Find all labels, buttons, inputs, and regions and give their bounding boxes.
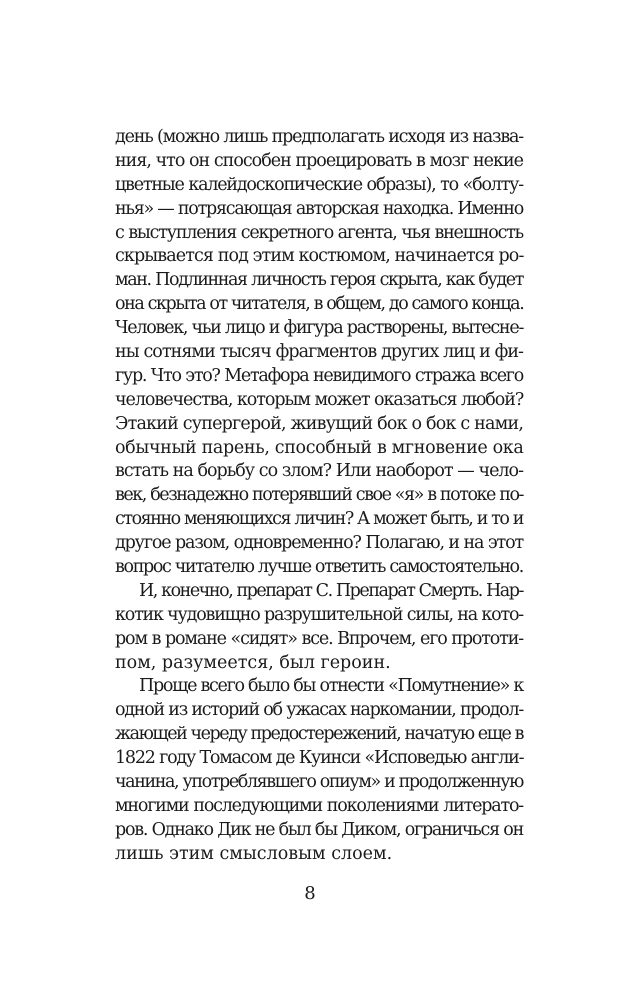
text-line: цветные калейдоскопические образы), то «болту- <box>115 174 523 195</box>
text-line: обычный парень, способный в мгновение ока <box>115 437 524 458</box>
text-line: Проще всего было бы отнести «Помутнение» к <box>139 676 523 697</box>
text-line: ров. Однако Дик не был бы Диком, ограничься он <box>115 819 523 840</box>
text-line: многими последующими поколениями литерато- <box>115 795 523 816</box>
text-line: одной из историй об ужасах наркомании, продол- <box>115 700 523 721</box>
text-line: стоянно меняющихся личин? А может быть, и то и <box>115 509 523 530</box>
page-number: 8 <box>304 883 316 904</box>
text-line: век, безнадежно потерявший свое «я» в потоке по- <box>115 485 523 506</box>
text-line: другое разом, одновременно? Полагаю, и на этот <box>115 533 523 554</box>
text-line: Человек, чьи лицо и фигура растворены, вытесне- <box>115 318 524 339</box>
text-line: встать на борьбу со злом? Или наоборот — чело- <box>115 461 523 482</box>
text-line: Этакий супергерой, живущий бок о бок с нами, <box>115 413 524 434</box>
paragraph-1 <box>115 126 523 580</box>
text-line: ром в романе «сидят» все. Впрочем, его прототи- <box>115 628 523 649</box>
text-line: гур. Что это? Метафора невидимого стража всего <box>115 365 523 386</box>
text-line: вопрос читателю лучше ответить самостоятельно. <box>115 557 523 578</box>
text-line: нья» — потрясающая авторская находка. Именно <box>115 198 523 219</box>
body-text <box>115 126 523 867</box>
text-line: ман. Подлинная личность героя скрыта, как будет <box>115 270 523 291</box>
text-line: она скрыта от читателя, в общем, до самого конца. <box>115 294 524 315</box>
paragraph-3 <box>115 675 523 866</box>
paragraph-2 <box>115 580 523 676</box>
text-line: 1822 году Томасом де Куинси «Исповедью англи- <box>115 748 524 769</box>
text-line: пом, разумеется, был героин. <box>115 652 391 673</box>
text-line: ния, что он способен проецировать в мозг некие <box>115 150 523 171</box>
text-line: жающей череду предостережений, начатую еще в <box>115 724 523 745</box>
text-line: лишь этим смысловым слоем. <box>115 843 393 864</box>
text-line: ны сотнями тысяч фрагментов других лиц и фи- <box>115 342 523 363</box>
text-line: день (можно лишь предполагать исходя из назва- <box>115 127 523 147</box>
text-line: котик чудовищно разрушительной силы, на кото- <box>115 604 523 625</box>
text-line: чанина, употреблявшего опиум» и продолженную <box>115 772 523 793</box>
text-line: скрывается под этим костюмом, начинается ро- <box>115 246 524 267</box>
text-line: человечества, которым может оказаться любой? <box>115 389 524 410</box>
text-line: И, конечно, препарат С. Препарат Смерть. Нар- <box>139 580 523 601</box>
text-line: с выступления секретного агента, чья внешность <box>115 222 523 243</box>
